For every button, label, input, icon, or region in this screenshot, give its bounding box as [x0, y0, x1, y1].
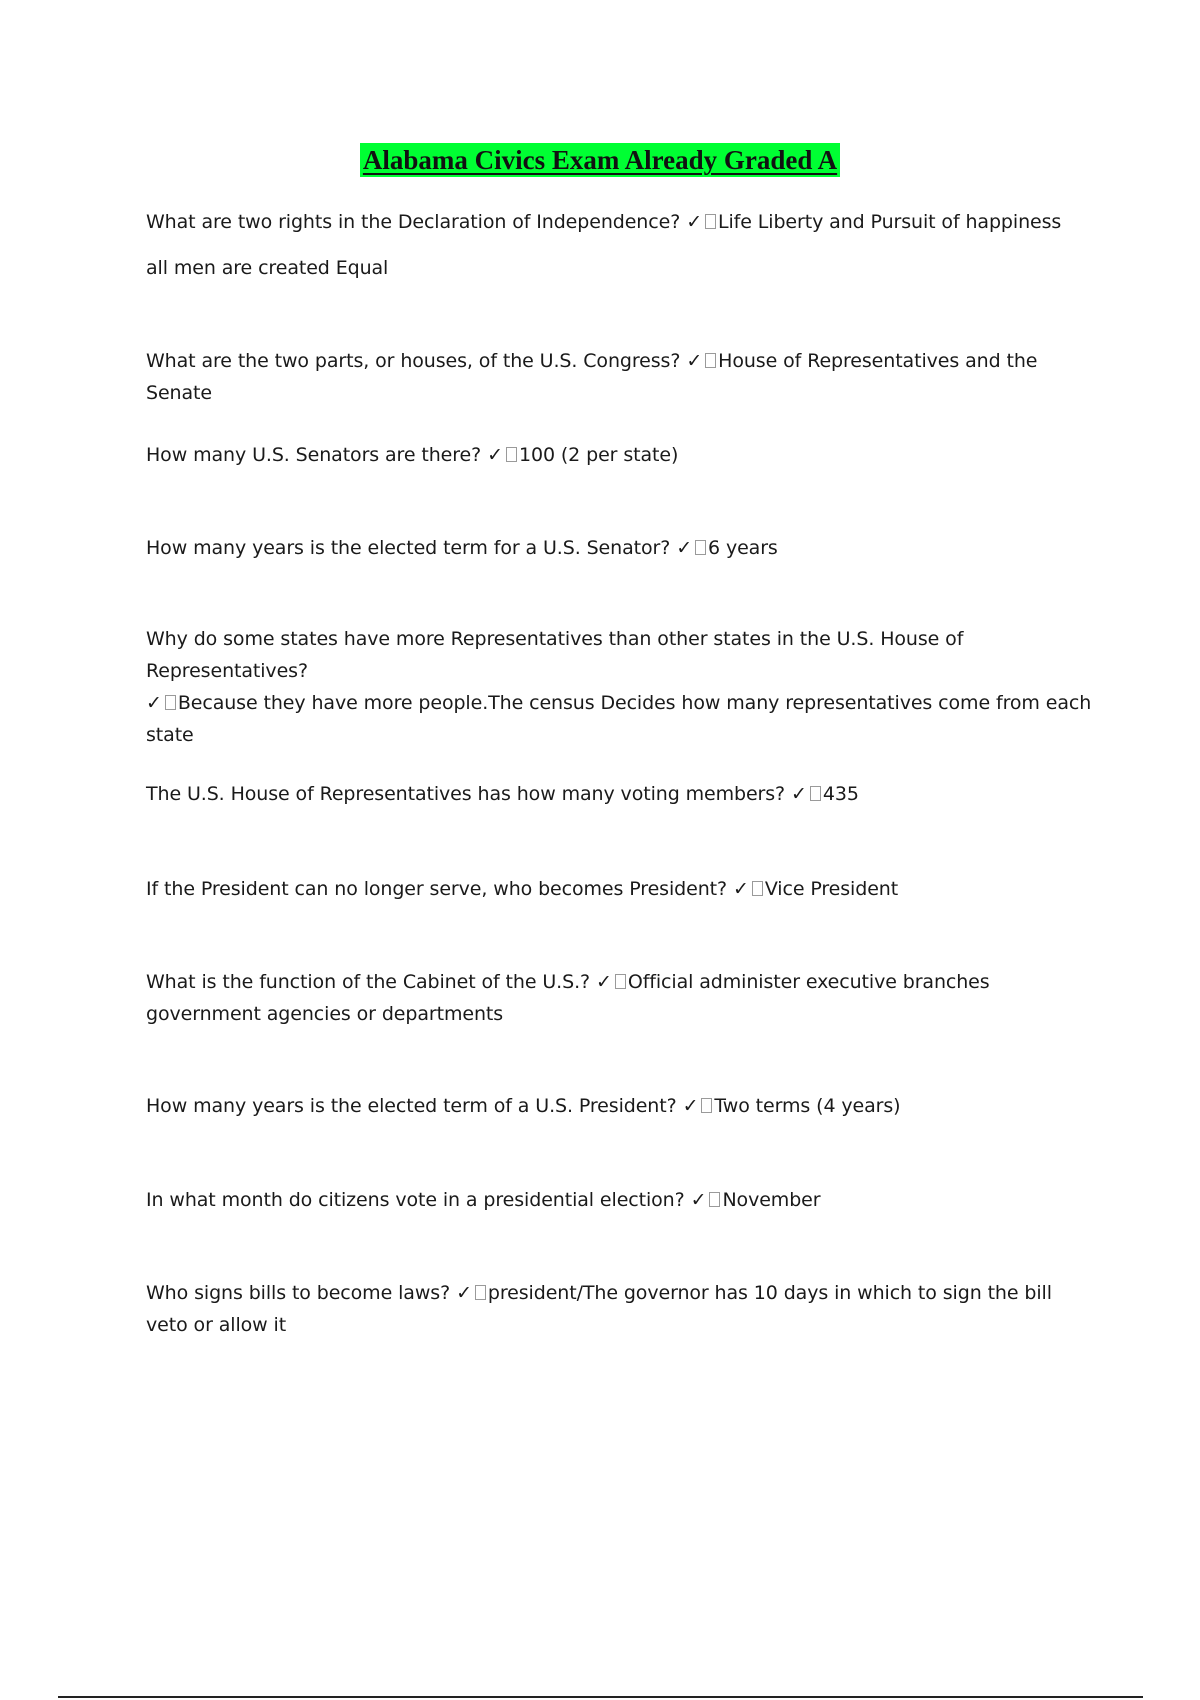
question-text: How many years is the elected term for a U.S. Senator? [146, 537, 671, 559]
empty-box-icon [695, 540, 706, 555]
question-text: What are the two parts, or houses, of the U.S. Congress? [146, 350, 681, 372]
qa-item-8 [146, 966, 1096, 1030]
check-mark-icon: ✓ [146, 692, 162, 714]
question-text: Who signs bills to become laws? [146, 1282, 451, 1304]
empty-box-icon [475, 1285, 486, 1300]
question-text: In what month do citizens vote in a presidential election? [146, 1189, 685, 1211]
answer-text: Vice President [764, 878, 899, 900]
answer-text: Because they have more people.The census Decides how many representatives come from each state [146, 692, 1092, 746]
qa-item-4 [146, 532, 1096, 564]
answer-text: Official administer executive branches government agencies or departments [146, 971, 990, 1025]
footer-rule [58, 1696, 1143, 1698]
qa-item-10 [146, 1184, 1096, 1216]
document-title: Alabama Civics Exam Already Graded A [360, 143, 840, 177]
title-wrap [0, 143, 1200, 177]
check-mark-icon: ✓ [690, 1189, 707, 1211]
check-mark-icon: ✓ [676, 537, 693, 559]
check-mark-icon: ✓ [596, 971, 612, 993]
answer-text: 6 years [708, 537, 778, 559]
check-mark-icon: ✓ [686, 350, 703, 372]
empty-box-icon [165, 695, 176, 710]
question-text: How many U.S. Senators are there? [146, 444, 482, 466]
empty-box-icon [705, 353, 716, 368]
answer-text: president/The governor has 10 days in which to sign the bill veto or allow it [146, 1282, 1052, 1336]
empty-box-icon [615, 974, 626, 989]
question-text: What are two rights in the Declaration of Independence? [146, 211, 681, 233]
question-text: The U.S. House of Representatives has how many voting members? [146, 783, 786, 805]
answer-text: House of Representatives and the Senate [146, 350, 1038, 404]
qa-item-5 [146, 623, 1096, 751]
qa-item-11 [146, 1277, 1096, 1341]
answer-text: 100 (2 per state) [518, 444, 679, 466]
check-mark-icon: ✓ [732, 878, 749, 900]
answer-text: Two terms (4 years) [714, 1095, 901, 1117]
qa-item-2 [146, 345, 1096, 409]
empty-box-icon [705, 214, 716, 229]
check-mark-icon: ✓ [682, 1095, 699, 1117]
empty-box-icon [506, 447, 517, 462]
answer-text: November [722, 1189, 821, 1211]
question-text: What is the function of the Cabinet of the U.S.? [146, 971, 591, 993]
answer-text: 435 [822, 783, 859, 805]
check-mark-icon: ✓ [686, 211, 703, 233]
qa-item-6 [146, 778, 1096, 810]
answer-extra-text: all men are created Equal [146, 257, 389, 279]
qa-item-7 [146, 873, 1096, 905]
qa-item-1 [146, 206, 1096, 238]
qa-item-1-extra [146, 252, 1096, 284]
check-mark-icon: ✓ [456, 1282, 472, 1304]
question-text: How many years is the elected term of a U.S. President? [146, 1095, 677, 1117]
empty-box-icon [709, 1192, 720, 1207]
question-text: Why do some states have more Representatives than other states in the U.S. House of Representatives? [146, 628, 964, 682]
empty-box-icon [810, 786, 821, 801]
answer-text: Life Liberty and Pursuit of happiness [718, 211, 1062, 233]
check-mark-icon: ✓ [791, 783, 807, 805]
question-text: If the President can no longer serve, who becomes President? [146, 878, 727, 900]
check-mark-icon: ✓ [487, 444, 503, 466]
empty-box-icon [752, 881, 763, 896]
qa-item-3 [146, 439, 1096, 471]
qa-item-9 [146, 1090, 1096, 1122]
empty-box-icon [701, 1098, 712, 1113]
